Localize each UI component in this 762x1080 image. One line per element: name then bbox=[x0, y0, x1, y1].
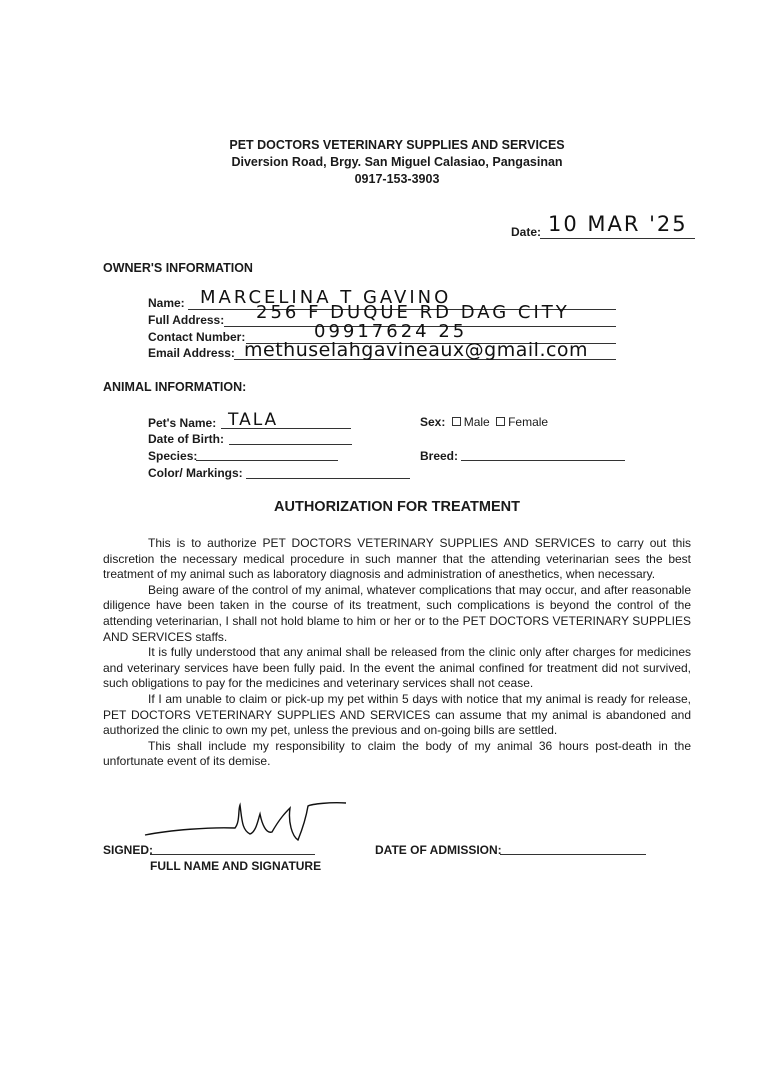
company-name: PET DOCTORS VETERINARY SUPPLIES AND SERVICES bbox=[229, 138, 565, 152]
admission-date-label: DATE OF ADMISSION: bbox=[375, 843, 502, 857]
pet-name-label: Pet's Name: bbox=[148, 416, 217, 430]
dob-field[interactable] bbox=[229, 444, 352, 445]
sex-label: Sex: bbox=[420, 415, 446, 429]
owner-contact-label: Contact Number: bbox=[148, 330, 246, 344]
owner-email-value: methuselahgavineaux@gmail.com bbox=[244, 339, 589, 361]
authorization-paragraph: This shall include my responsibility to claim the body of my animal 36 hours post-death in the unfortunate event of its demise. bbox=[103, 738, 691, 769]
company-phone: 0917-153-3903 bbox=[354, 172, 440, 186]
owner-name-value: MARCELINA T GAVINO bbox=[200, 287, 452, 308]
breed-label: Breed: bbox=[420, 449, 459, 463]
female-checkbox[interactable] bbox=[496, 417, 505, 426]
female-option-label: Female bbox=[508, 415, 549, 429]
owner-contact-value: 09917624 25 bbox=[314, 321, 468, 342]
owner-address-label: Full Address: bbox=[148, 313, 225, 327]
species-label: Species: bbox=[148, 449, 198, 463]
date-value: 10 MAR '25 bbox=[548, 212, 688, 236]
authorization-body bbox=[103, 536, 691, 770]
color-markings-label: Color/ Markings: bbox=[148, 466, 243, 480]
company-address: Diversion Road, Brgy. San Miguel Calasiao, Pangasinan bbox=[231, 155, 563, 169]
authorization-paragraph: Being aware of the control of my animal, whatever complications that may occur, and after reasonable diligence have been taken in the course of its treatment, such complications is beyond the control of the attending veterinarian, I shall not hold blame to him or her or to the PET DOCTORS VETERINARY SUPPLIES AND SERVICES staffs. bbox=[103, 582, 691, 644]
color-markings-field[interactable] bbox=[246, 478, 410, 479]
authorization-paragraph: It is fully understood that any animal shall be released from the clinic only after charges for medicines and veterinary services have been fully paid. In the event the animal confined for treatment did not survived, such obligations to pay for the medicines and veterinary services shall not cease. bbox=[103, 645, 691, 691]
owner-email-label: Email Address: bbox=[148, 346, 235, 360]
admission-date-field[interactable] bbox=[500, 854, 646, 855]
male-checkbox[interactable] bbox=[452, 417, 461, 426]
owner-section-title: OWNER'S INFORMATION bbox=[103, 261, 253, 275]
dob-label: Date of Birth: bbox=[148, 432, 224, 446]
handwritten-signature bbox=[140, 800, 350, 860]
breed-field[interactable] bbox=[461, 460, 625, 461]
letterhead bbox=[0, 137, 762, 188]
animal-section-title: ANIMAL INFORMATION: bbox=[103, 380, 247, 394]
male-option-label: Male bbox=[463, 415, 490, 429]
sex-field bbox=[420, 415, 548, 429]
date-field[interactable] bbox=[540, 238, 695, 239]
owner-name-label: Name: bbox=[148, 296, 185, 310]
authorization-title: AUTHORIZATION FOR TREATMENT bbox=[274, 499, 520, 515]
authorization-paragraph: If I am unable to claim or pick-up my pet within 5 days with notice that my animal is ready for release, PET DOCTORS VETERINARY SUPPLIES AND SERVICES can assume that my animal is abandoned and authorized the clinic to own my pet, unless the previous and on-going bills are settled. bbox=[103, 691, 691, 738]
authorization-paragraph: This is to authorize PET DOCTORS VETERINARY SUPPLIES AND SERVICES to carry out this discretion the necessary medical procedure in such manner that the attending veterinarian sees the best treatment of my animal such as laboratory diagnosis and administration of anesthetics, when necessary. bbox=[103, 536, 691, 582]
full-name-signature-label: FULL NAME AND SIGNATURE bbox=[150, 859, 322, 873]
date-label: Date: bbox=[511, 225, 542, 239]
species-field[interactable] bbox=[196, 460, 338, 461]
owner-address-value: 256 F DUQUE RD DAG CITY bbox=[256, 302, 570, 323]
pet-name-value: TALA bbox=[228, 410, 279, 430]
signed-label: SIGNED: bbox=[103, 843, 154, 857]
